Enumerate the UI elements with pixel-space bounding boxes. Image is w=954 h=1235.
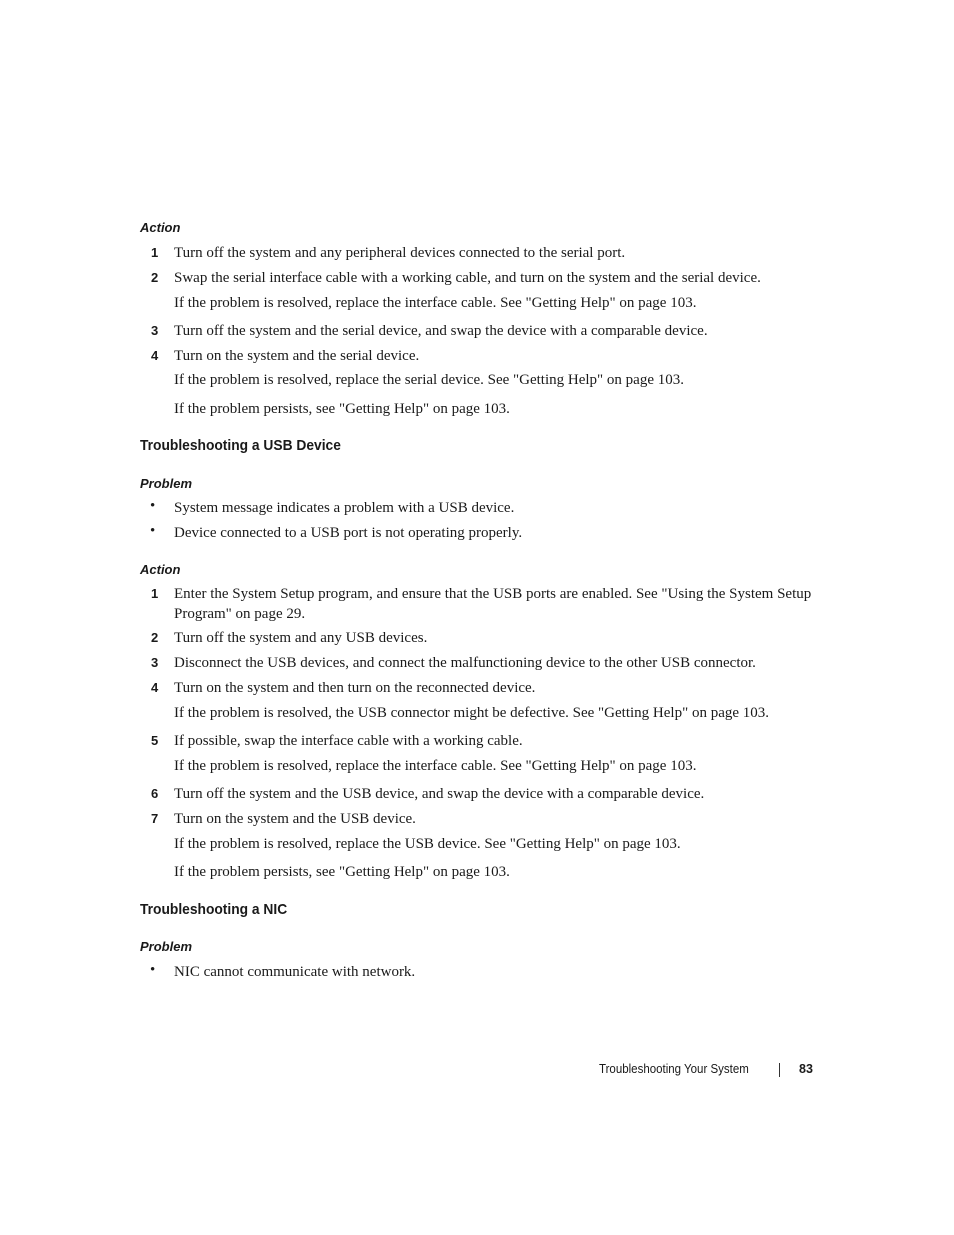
step-text: Turn off the system and the serial device, and swap the device with a comparable device. bbox=[174, 323, 708, 339]
step-text: If possible, swap the interface cable with a working cable. bbox=[174, 733, 523, 749]
usb-heading: Troubleshooting a USB Device bbox=[140, 437, 341, 454]
step-note: If the problem is resolved, replace the interface cable. See "Getting Help" on page 103. bbox=[174, 758, 697, 774]
problem-item: System message indicates a problem with a USB device. bbox=[174, 500, 515, 516]
step-text: Turn on the system and then turn on the reconnected device. bbox=[174, 680, 536, 696]
problem-subheading: Problem bbox=[140, 939, 193, 954]
step-number: 1 bbox=[151, 586, 159, 601]
nic-heading: Troubleshooting a NIC bbox=[140, 901, 288, 918]
step-text: Swap the serial interface cable with a working cable, and turn on the system and the serial device. bbox=[174, 270, 761, 286]
step-note: If the problem is resolved, the USB connector might be defective. See "Getting Help" on page 103. bbox=[174, 705, 770, 721]
bullet-glyph: • bbox=[150, 498, 156, 514]
step-number: 7 bbox=[151, 811, 159, 826]
step-number: 3 bbox=[151, 655, 159, 670]
problem-item: Device connected to a USB port is not operating properly. bbox=[174, 525, 523, 541]
step-number: 1 bbox=[151, 245, 159, 260]
bullet-glyph: • bbox=[150, 523, 156, 539]
step-number: 6 bbox=[151, 786, 159, 801]
step-number: 2 bbox=[151, 630, 159, 645]
step-note: If the problem is resolved, replace the interface cable. See "Getting Help" on page 103. bbox=[174, 295, 697, 311]
step-number: 5 bbox=[151, 733, 159, 748]
step-text: Turn on the system and the serial device. bbox=[174, 348, 420, 364]
action-subheading: Action bbox=[140, 220, 181, 235]
closing-note: If the problem persists, see "Getting Help" on page 103. bbox=[174, 401, 510, 417]
step-text: Turn on the system and the USB device. bbox=[174, 811, 416, 827]
step-text: Disconnect the USB devices, and connect the malfunctioning device to the other USB connector. bbox=[174, 655, 756, 671]
step-text: Enter the System Setup program, and ensure that the USB ports are enabled. See "Using the System Setup Program" on page 29. bbox=[174, 586, 812, 622]
step-number: 4 bbox=[151, 680, 159, 695]
bullet-glyph: • bbox=[150, 962, 156, 978]
step-text: Turn off the system and any peripheral devices connected to the serial port. bbox=[174, 245, 626, 261]
step-text: Turn off the system and any USB devices. bbox=[174, 630, 428, 646]
footer-chapter: Troubleshooting Your System bbox=[599, 1062, 749, 1076]
step-number: 3 bbox=[151, 323, 159, 338]
step-text: Turn off the system and the USB device, and swap the device with a comparable device. bbox=[174, 786, 705, 802]
problem-item: NIC cannot communicate with network. bbox=[174, 964, 416, 980]
page-number: 83 bbox=[799, 1062, 813, 1076]
step-note: If the problem is resolved, replace the serial device. See "Getting Help" on page 103. bbox=[174, 372, 684, 388]
footer-divider bbox=[779, 1063, 780, 1077]
step-number: 4 bbox=[151, 348, 159, 363]
step-note: If the problem is resolved, replace the USB device. See "Getting Help" on page 103. bbox=[174, 836, 681, 852]
action-subheading: Action bbox=[140, 562, 181, 577]
closing-note: If the problem persists, see "Getting Help" on page 103. bbox=[174, 864, 510, 880]
problem-subheading: Problem bbox=[140, 476, 193, 491]
step-number: 2 bbox=[151, 270, 159, 285]
